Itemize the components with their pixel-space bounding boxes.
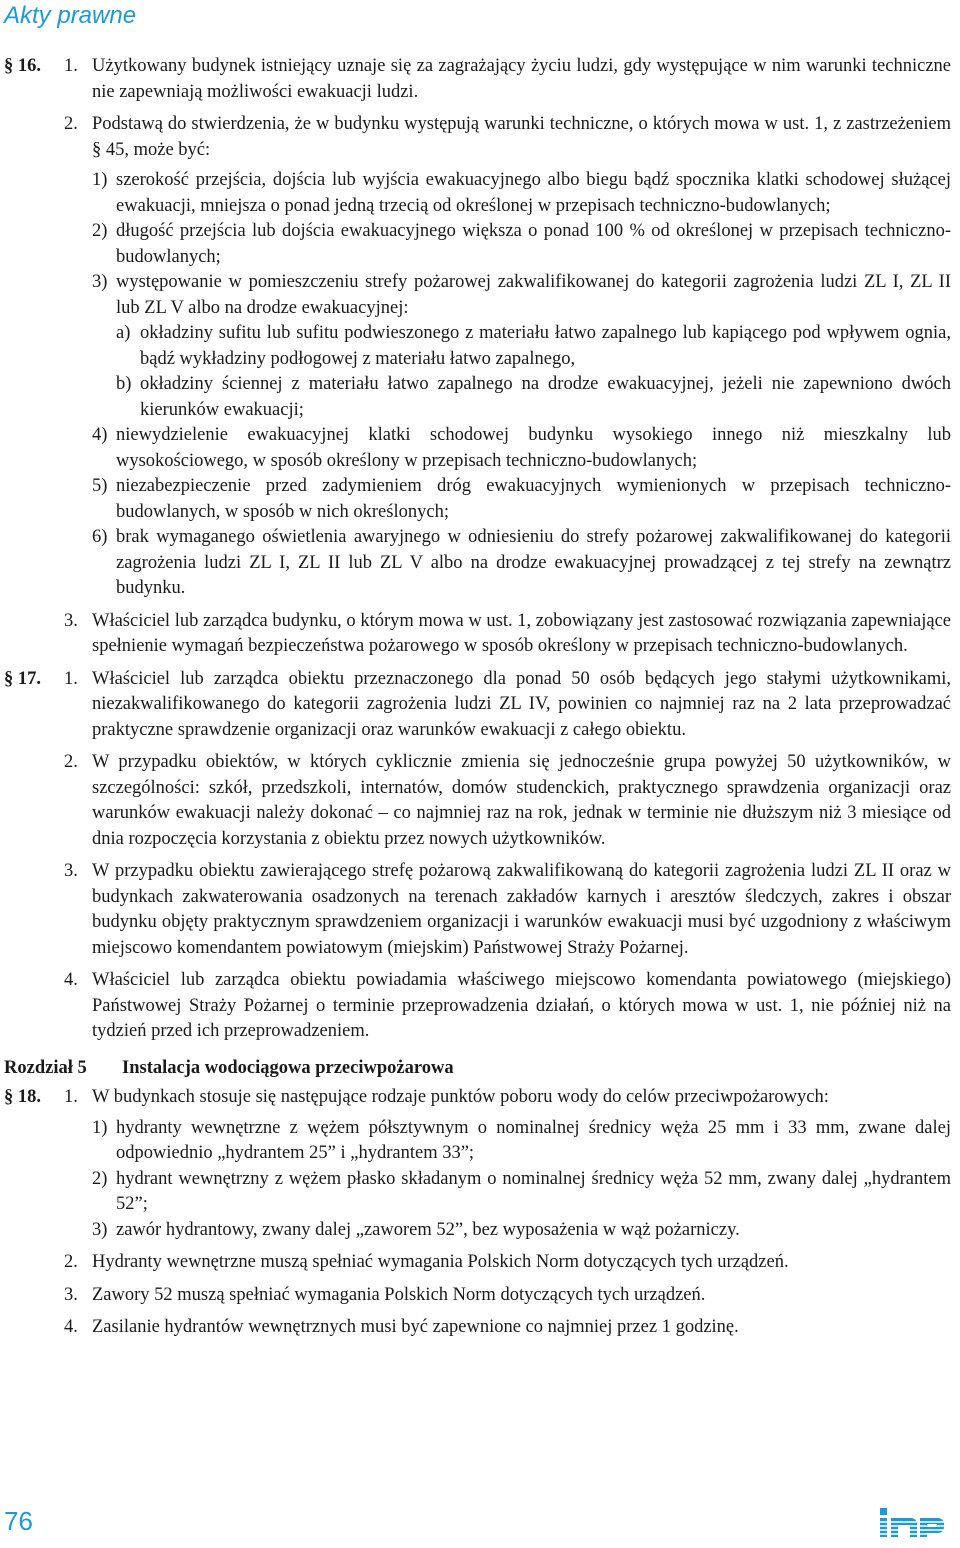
point-number: 5) bbox=[92, 476, 108, 496]
paragraph-text: Podstawą do stwierdzenia, że w budynku występują warunki techniczne, o których mowa w ust. 1, z zastrzeżeniem § 45, może być: bbox=[92, 114, 951, 160]
letter-number: a) bbox=[116, 323, 131, 343]
letter-16-2-3-a bbox=[0, 321, 960, 372]
point-18-1-1 bbox=[0, 1116, 960, 1167]
paragraph-number: 4. bbox=[64, 970, 78, 990]
paragraph-18-3 bbox=[0, 1283, 960, 1309]
point-16-2-5 bbox=[0, 474, 960, 525]
point-number: 2) bbox=[92, 1168, 108, 1189]
point-number: 3) bbox=[92, 1219, 108, 1240]
paragraph-17-3 bbox=[0, 859, 960, 961]
paragraph-text: Właściciel lub zarządca budynku, o którym mowa w ust. 1, zobowiązany jest zastosować rozwiązania zapewniające spełnienie wymagań bezpieczeństwa pożarowego w sposób określony w przepisach techniczno-budowlanych. bbox=[92, 610, 951, 656]
point-number: 4) bbox=[92, 425, 108, 445]
point-16-2-2 bbox=[0, 219, 960, 270]
chapter-number: Rozdział 5 bbox=[4, 1057, 87, 1078]
paragraph-16-1 bbox=[0, 54, 960, 105]
point-number: 3) bbox=[92, 272, 108, 292]
paragraph-17-1 bbox=[0, 667, 960, 744]
paragraph-text: W budynkach stosuje się następujące rodzaje punktów poboru wody do celów przeciwpożarowych: bbox=[92, 1087, 829, 1107]
point-text: niezabezpieczenie przed zadymieniem dróg ewakuacyjnych wymienionych w przepisach techniczno-budowlanych, w sposób w nich określonych; bbox=[116, 476, 951, 522]
paragraph-number: 1. bbox=[64, 56, 78, 76]
paragraph-16-3 bbox=[0, 609, 960, 660]
running-header: Akty prawne bbox=[4, 2, 137, 29]
paragraph-18-1 bbox=[0, 1085, 960, 1111]
point-18-1-2 bbox=[0, 1167, 960, 1218]
logo-dot bbox=[880, 1508, 887, 1515]
chapter-heading bbox=[0, 1056, 960, 1082]
point-number: 1) bbox=[92, 1117, 108, 1138]
point-number: 1) bbox=[92, 170, 108, 190]
point-text: zawór hydrantowy, zwany dalej „zaworem 52”, bez wyposażenia w wąż pożarniczy. bbox=[116, 1219, 740, 1240]
point-text: brak wymaganego oświetlenia awaryjnego w odniesieniu do strefy pożarowej zakwalifikowanej do kategorii zagrożenia ludzi ZL I, ZL II lub ZL V albo na drodze ewakuacyjnej prowadzącej z tej strefy na zewnątrz budynku. bbox=[116, 527, 951, 598]
paragraph-text: Właściciel lub zarządca obiektu powiadamia właściwego miejscowo komendanta powiatowego (miejskiego) Państwowej Straży Pożarnej o terminie przeprowadzenia działań, o których mowa w ust. 1, nie później niż na tydzień przed ich przeprowadzeniem. bbox=[92, 970, 951, 1041]
letter-text: okładziny ściennej z materiału łatwo zapalnego na drodze ewakuacyjnej, jeżeli nie zapewniono dwóch kierunków ewakuacji; bbox=[140, 374, 951, 420]
letter-number: b) bbox=[116, 374, 132, 394]
point-text: hydrant wewnętrzny z wężem płasko składanym o nominalnej średnicy węża 52 mm, zwany dalej „hydrantem 52”; bbox=[116, 1168, 951, 1214]
point-18-1-3 bbox=[0, 1218, 960, 1244]
paragraph-16-2 bbox=[0, 112, 960, 163]
section-16 bbox=[0, 54, 960, 660]
paragraph-number: 1. bbox=[64, 668, 78, 689]
paragraph-number: 3. bbox=[64, 861, 78, 881]
section-17 bbox=[0, 667, 960, 1045]
point-number: 6) bbox=[92, 527, 108, 547]
paragraph-number: 2. bbox=[64, 1252, 78, 1272]
section-18 bbox=[0, 1085, 960, 1341]
point-16-2-6 bbox=[0, 525, 960, 602]
paragraph-number: 3. bbox=[64, 1284, 78, 1305]
point-number: 2) bbox=[92, 221, 108, 241]
letter-text: okładziny sufitu lub sufitu podwieszonego z materiału łatwo zapalnego lub kapiącego pod wpływem ognia, bądź wykładziny podłogowej z materiału łatwo zapalnego, bbox=[140, 323, 951, 369]
paragraph-number: 1. bbox=[64, 1087, 78, 1107]
section-number: § 17. bbox=[4, 668, 41, 689]
point-text: długość przejścia lub dojścia ewakuacyjnego większa o ponad 100 % od określonej w przepisach techniczno-budowlanych; bbox=[116, 221, 951, 267]
paragraph-17-2 bbox=[0, 750, 960, 852]
paragraph-text: Zasilanie hydrantów wewnętrznych musi być zapewnione co najmniej przez 1 godzinę. bbox=[92, 1317, 739, 1337]
point-16-2-4 bbox=[0, 423, 960, 474]
paragraph-number: 3. bbox=[64, 610, 78, 631]
paragraph-text: W przypadku obiektu zawierającego strefę pożarową zakwalifikowaną do kategorii zagrożenia ludzi ZL II oraz w budynkach zakwaterowania osadzonych na terenach zakładów karnych i aresztów śledczych, zakres i obszar budynku objęty praktycznym sprawdzeniem organizacji i warunków ewakuacji musi być uzgodniony z właściwym miejscowo komendantem powiatowym (miejskim) Państwowej Straży Pożarnej. bbox=[92, 861, 951, 958]
paragraph-number: 2. bbox=[64, 752, 78, 772]
page-number: 76 bbox=[4, 1506, 33, 1536]
section-number: § 16. bbox=[4, 56, 41, 76]
point-16-2-3 bbox=[0, 270, 960, 321]
paragraph-text: Hydranty wewnętrzne muszą spełniać wymagania Polskich Norm dotyczących tych urządzeń. bbox=[92, 1252, 789, 1272]
paragraph-text: Właściciel lub zarządca obiektu przeznaczonego dla ponad 50 osób będących jego stałymi użytkownikami, niezakwalifikowanego do kategorii zagrożenia ludzi ZL IV, powinien co najmniej raz na 2 lata przeprowadzać praktyczne sprawdzenie organizacji oraz warunków ewakuacji z całego obiektu. bbox=[92, 668, 951, 740]
paragraph-number: 2. bbox=[64, 114, 78, 134]
paragraph-18-4 bbox=[0, 1315, 960, 1341]
point-text: występowanie w pomieszczeniu strefy pożarowej zakwalifikowanej do kategorii zagrożenia ludzi ZL I, ZL II lub ZL V albo na drodze ewakuacyjnej: bbox=[116, 272, 951, 318]
document-body bbox=[0, 54, 960, 1341]
letter-16-2-3-b bbox=[0, 372, 960, 423]
point-16-2-1 bbox=[0, 168, 960, 219]
publisher-logo bbox=[878, 1505, 950, 1539]
paragraph-text: W przypadku obiektów, w których cyklicznie zmienia się jednocześnie grupa powyżej 50 użytkowników, w szczególności: szkół, przedszkoli, internatów, domów studenckich, praktycznego sprawdzenia organizacji oraz warunków ewakuacji należy dokonać – co najmniej raz na rok, jednak w terminie nie dłuższym niż 3 miesiące od dnia rozpoczęcia korzystania z obiektu przez nowych użytkowników. bbox=[92, 752, 951, 849]
paragraph-17-4 bbox=[0, 968, 960, 1045]
paragraph-number: 4. bbox=[64, 1317, 78, 1337]
section-number: § 18. bbox=[4, 1087, 41, 1107]
point-text: szerokość przejścia, dojścia lub wyjścia ewakuacyjnego albo biegu bądź spocznika klatki schodowej służącej ewakuacji, mniejsza o ponad jedną trzecią od określonej w przepisach techniczno-budowlanych; bbox=[116, 170, 951, 216]
point-text: niewydzielenie ewakuacyjnej klatki schodowej budynku wysokiego innego niż mieszkalny lub wysokościowego, w sposób określony w przepisach techniczno-budowlanych; bbox=[116, 425, 951, 471]
chapter-title: Instalacja wodociągowa przeciwpożarowa bbox=[122, 1057, 454, 1078]
paragraph-18-2 bbox=[0, 1250, 960, 1276]
point-text: hydranty wewnętrzne z wężem półsztywnym o nominalnej średnicy węża 25 mm i 33 mm, zwane dalej odpowiednio „hydrantem 25” i „hydrantem 33”; bbox=[116, 1117, 951, 1163]
paragraph-text: Użytkowany budynek istniejący uznaje się za zagrażający życiu ludzi, gdy występujące w nim warunki techniczne nie zapewniają możliwości ewakuacji ludzi. bbox=[92, 56, 951, 102]
paragraph-text: Zawory 52 muszą spełniać wymagania Polskich Norm dotyczących tych urządzeń. bbox=[92, 1284, 706, 1305]
